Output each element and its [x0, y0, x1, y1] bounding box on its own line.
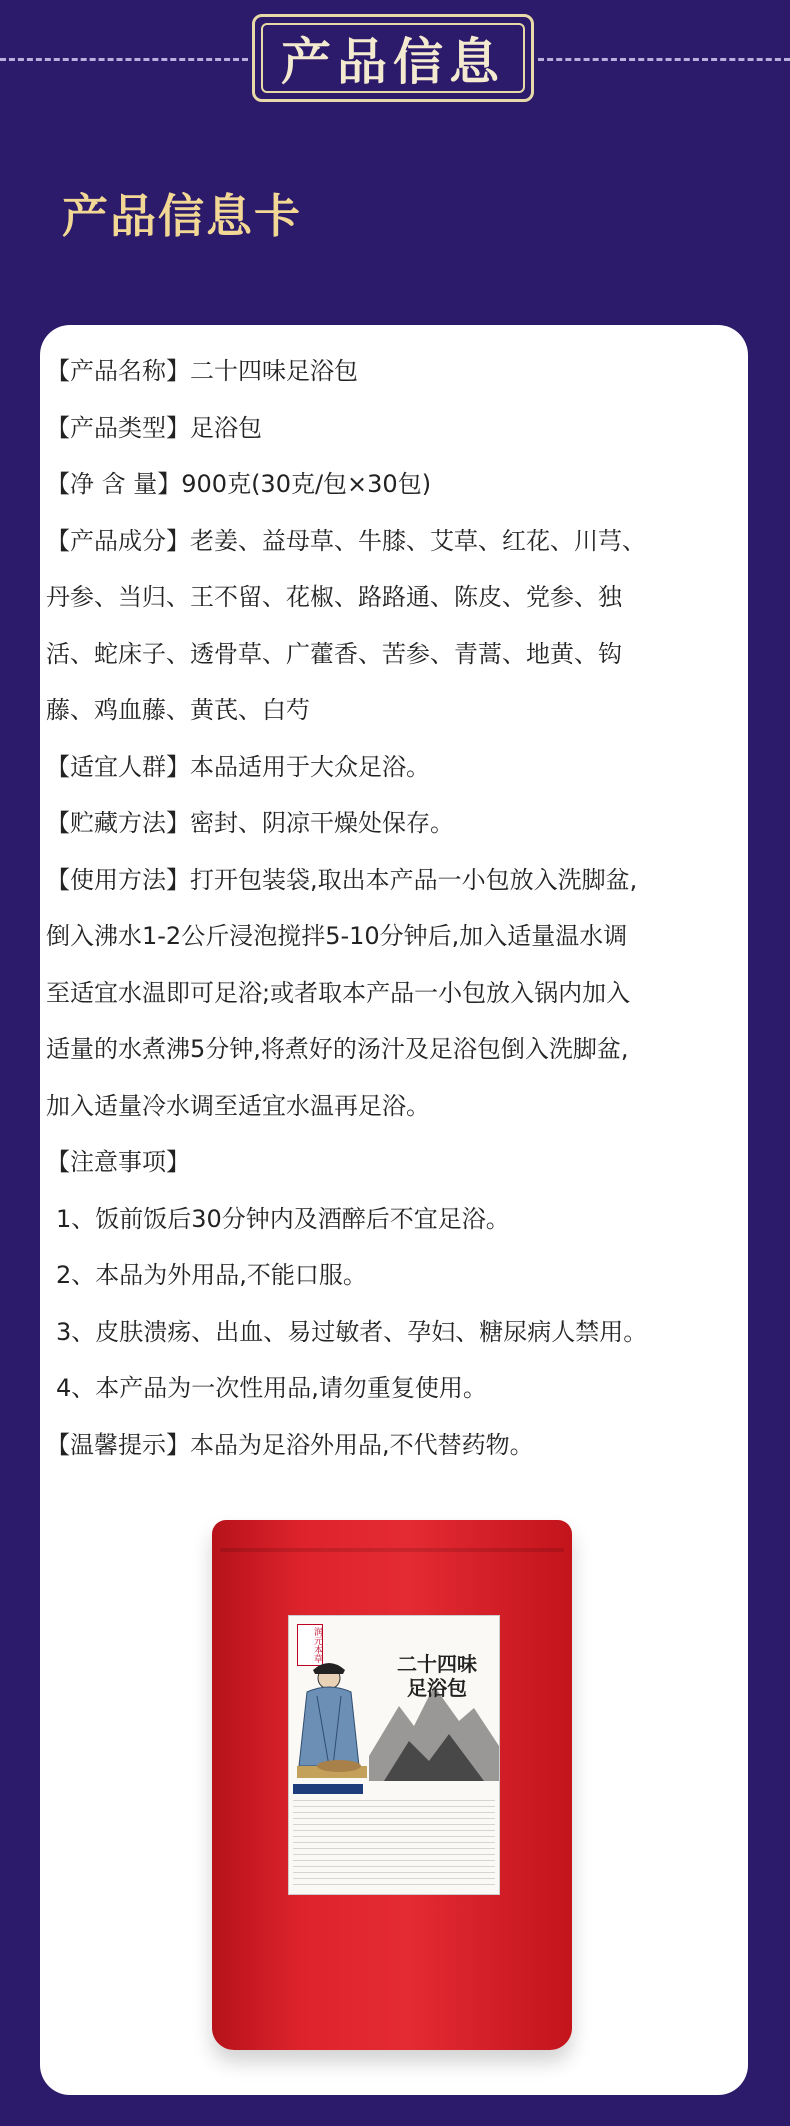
section-title: 产品信息卡	[62, 189, 302, 243]
info-row-ingredients-cont-1: 丹参、当归、王不留、花椒、路路通、陈皮、党参、独	[46, 583, 622, 611]
info-row-usage-cont-3: 适量的水煮沸5分钟,将煮好的汤汁及足浴包倒入洗脚盆,	[46, 1035, 629, 1063]
info-row-note-1: 1、饭前饭后30分钟内及酒醉后不宜足浴。	[56, 1204, 510, 1233]
info-row-note-4: 4、本产品为一次性用品,请勿重复使用。	[56, 1374, 487, 1402]
info-row-note-2: 2、本品为外用品,不能口服。	[56, 1261, 367, 1289]
product-label	[288, 1615, 500, 1895]
header-line-right	[538, 58, 790, 61]
info-row-ingredients-cont-2: 活、蛇床子、透骨草、广藿香、苦参、青蒿、地黄、钩	[46, 639, 622, 668]
info-row-usage: 【使用方法】打开包装袋,取出本产品一小包放入洗脚盆,	[46, 865, 638, 894]
info-row-usage-cont-2: 至适宜水温即可足浴;或者取本产品一小包放入锅内加入	[46, 978, 631, 1007]
info-row-net-content: 【净 含 量】900克(30克/包×30包)	[46, 470, 432, 498]
brand-seal: 润元本草	[297, 1624, 323, 1666]
label-title: 二十四味 足浴包	[397, 1652, 477, 1700]
info-row-type: 【产品类型】足浴包	[46, 413, 262, 442]
info-card	[40, 325, 748, 2095]
info-list	[46, 343, 746, 1473]
label-fine-print	[293, 1800, 495, 1886]
header-title-box	[252, 14, 534, 102]
info-row-storage: 【贮藏方法】密封、阴凉干燥处保存。	[46, 809, 454, 837]
info-row-suitable: 【适宜人群】本品适用于大众足浴。	[46, 752, 430, 781]
info-row-ingredients-cont-3: 藤、鸡血藤、黄芪、白芍	[46, 696, 310, 724]
pouch-zipper	[220, 1548, 564, 1552]
product-pouch	[212, 1520, 572, 2050]
info-row-name: 【产品名称】二十四味足浴包	[46, 357, 358, 385]
header-line-left	[0, 58, 248, 61]
info-row-tip: 【温馨提示】本品为足浴外用品,不代替药物。	[46, 1430, 534, 1459]
info-row-note-3: 3、皮肤溃疡、出血、易过敏者、孕妇、糖尿病人禁用。	[56, 1317, 648, 1346]
info-row-notes-heading: 【注意事项】	[46, 1148, 190, 1176]
header-title: 产品信息	[261, 23, 525, 93]
info-row-usage-cont-1: 倒入沸水1-2公斤浸泡搅拌5-10分钟后,加入适量温水调	[46, 922, 628, 950]
info-row-ingredients: 【产品成分】老姜、益母草、牛膝、艾草、红花、川芎、	[46, 526, 646, 555]
label-blue-tag	[293, 1784, 363, 1794]
product-image	[212, 1520, 572, 2070]
info-row-usage-cont-4: 加入适量冷水调至适宜水温再足浴。	[46, 1091, 430, 1120]
